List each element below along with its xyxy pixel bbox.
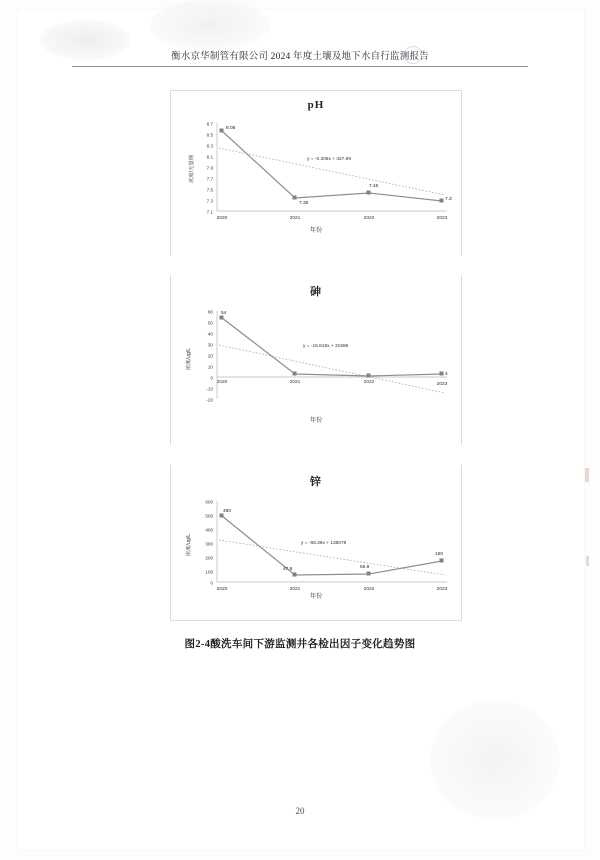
document-header-title: 衡水京华制管有限公司 2024 年度土壤及地下水自行监测报告	[171, 52, 429, 62]
svg-text:150: 150	[435, 552, 444, 557]
svg-text:7.5: 7.5	[206, 187, 213, 193]
chart-zinc-ylabel: 浓度/ug/L	[186, 533, 193, 557]
figure-caption: 图2-4酸洗车间下游监测井各检出因子变化趋势图	[184, 639, 416, 650]
svg-text:y = -15.618x + 31586: y = -15.618x + 31586	[303, 344, 349, 349]
edge-mark	[586, 556, 589, 566]
svg-text:0: 0	[210, 580, 213, 586]
svg-text:480: 480	[223, 509, 232, 514]
svg-text:2023: 2023	[436, 216, 448, 221]
svg-text:200: 200	[205, 555, 213, 561]
chart-arsenic-svg	[179, 303, 453, 415]
chart-zinc-svg	[179, 493, 453, 597]
svg-text:400: 400	[205, 527, 213, 533]
svg-text:60: 60	[207, 309, 213, 315]
svg-text:7.1: 7.1	[206, 209, 213, 215]
chart-arsenic-title: 砷	[310, 286, 322, 298]
page-number: 20	[295, 806, 305, 816]
svg-text:2023: 2023	[436, 587, 448, 592]
chart-zinc-xlabel: 年份	[309, 593, 323, 600]
svg-text:7.9: 7.9	[206, 165, 213, 171]
svg-text:7.3: 7.3	[445, 197, 452, 202]
svg-text:7.45: 7.45	[369, 184, 379, 189]
svg-text:8.1: 8.1	[206, 154, 213, 160]
svg-text:40: 40	[207, 331, 213, 337]
chart-zinc	[170, 465, 462, 621]
svg-text:2022: 2022	[363, 587, 375, 592]
svg-text:-20: -20	[206, 397, 213, 403]
svg-text:2020: 2020	[216, 380, 228, 385]
svg-text:600: 600	[205, 499, 213, 505]
svg-text:2021: 2021	[289, 587, 301, 592]
svg-text:8.7: 8.7	[206, 121, 213, 127]
chart-ph-xlabel: 年份	[309, 227, 323, 234]
edge-mark	[585, 468, 589, 482]
svg-text:y = -68.39x + 138078: y = -68.39x + 138078	[301, 541, 347, 546]
svg-text:2022: 2022	[363, 216, 375, 221]
svg-text:100: 100	[205, 569, 213, 575]
svg-text:8.5: 8.5	[206, 132, 213, 138]
svg-text:4: 4	[445, 372, 448, 377]
svg-text:7.7: 7.7	[206, 176, 213, 182]
svg-text:8.08: 8.08	[226, 126, 236, 131]
chart-ph-ylabel: 浓度/无量纲	[188, 155, 195, 183]
chart-ph-svg	[179, 115, 453, 223]
header-divider	[72, 66, 528, 67]
svg-text:-10: -10	[206, 386, 213, 392]
svg-text:2021: 2021	[289, 216, 301, 221]
svg-text:y = -0.208x + 427.99: y = -0.208x + 427.99	[307, 157, 352, 162]
svg-text:55.8: 55.8	[360, 565, 370, 570]
svg-text:500: 500	[205, 513, 213, 519]
chart-arsenic-ylabel: 浓度/ug/L	[186, 347, 193, 371]
svg-text:300: 300	[205, 541, 213, 547]
svg-text:2022: 2022	[363, 380, 375, 385]
chart-ph	[170, 90, 462, 256]
svg-text:2021: 2021	[289, 380, 301, 385]
svg-text:10: 10	[207, 364, 213, 370]
svg-text:2020: 2020	[216, 216, 228, 221]
svg-text:47.8: 47.8	[283, 567, 293, 572]
stamp-icon	[404, 46, 422, 64]
svg-text:20: 20	[207, 353, 213, 359]
svg-text:30: 30	[207, 342, 213, 348]
svg-text:0: 0	[210, 375, 213, 381]
svg-text:7.3: 7.3	[206, 198, 213, 204]
svg-text:50: 50	[207, 320, 213, 326]
svg-text:54: 54	[221, 311, 227, 316]
chart-zinc-title: 锌	[310, 476, 322, 488]
chart-arsenic-xlabel: 年份	[309, 417, 323, 424]
chart-arsenic	[170, 275, 462, 445]
chart-zinc-plot	[179, 493, 453, 600]
svg-text:8.3: 8.3	[206, 143, 213, 149]
chart-arsenic-plot	[179, 303, 453, 424]
chart-ph-title: pH	[307, 99, 325, 111]
svg-text:7.35: 7.35	[299, 201, 309, 206]
svg-text:2023: 2023	[436, 382, 448, 387]
chart-ph-plot	[179, 115, 453, 234]
svg-text:2020: 2020	[216, 587, 228, 592]
